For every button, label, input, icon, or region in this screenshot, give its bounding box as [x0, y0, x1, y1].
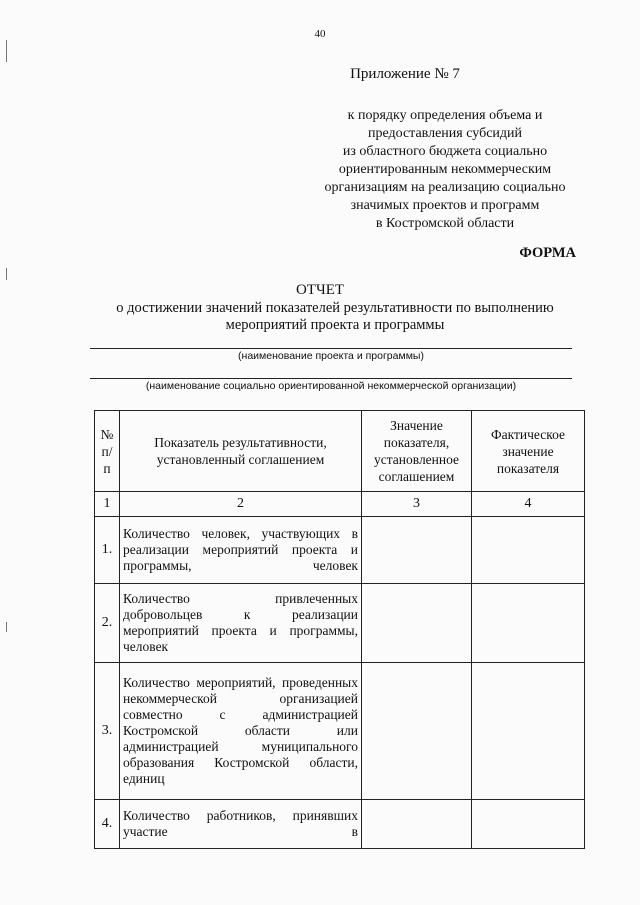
row-index: 3.: [95, 663, 120, 800]
row-agreed-value[interactable]: [362, 517, 472, 584]
row-agreed-value[interactable]: [362, 584, 472, 663]
org-name-line[interactable]: [90, 378, 572, 379]
form-label: ФОРМА: [519, 245, 576, 261]
column-number: 4: [472, 492, 585, 517]
header-indicator: Показатель результативности, установленный соглашением: [120, 411, 362, 492]
results-table: [94, 410, 585, 849]
table-row: [95, 584, 585, 663]
appendix-line: значимых проектов и программ: [350, 198, 540, 213]
header-actual-value: Фактическое значение показателя: [472, 411, 585, 492]
appendix-title: Приложение № 7: [350, 66, 460, 82]
page-number: 40: [314, 28, 326, 40]
appendix-line: из областного бюджета социально: [342, 144, 548, 159]
scan-edge-mark: [6, 40, 7, 62]
report-title: ОТЧЕТ: [295, 282, 345, 298]
appendix-line: организациям на реализацию социально: [324, 180, 566, 195]
row-actual-value[interactable]: [472, 663, 585, 800]
row-indicator: Количество привлеченных добровольцев к реализации мероприятий проекта и программы, человек: [120, 584, 362, 663]
row-actual-value[interactable]: [472, 800, 585, 849]
project-name-caption: (наименование проекта и программы): [238, 350, 424, 362]
row-indicator: Количество человек, участвующих в реализации мероприятий проекта и программы, человек: [120, 517, 362, 584]
scan-edge-mark: [6, 622, 7, 632]
appendix-text: [300, 107, 590, 233]
appendix-line: ориентированным некоммерческим: [338, 162, 552, 177]
row-indicator: Количество работников, принявших участие в: [120, 800, 362, 849]
header-agreed-value: Значение показателя, установленное соглашением: [362, 411, 472, 492]
table-row: [95, 663, 585, 800]
appendix-line: предоставления субсидий: [367, 126, 523, 141]
scan-edge-mark: [6, 268, 7, 280]
row-index: 4.: [95, 800, 120, 849]
row-index: 1.: [95, 517, 120, 584]
org-name-caption: (наименование социально ориентированной некоммерческой организации): [145, 380, 517, 392]
row-indicator: Количество мероприятий, проведенных некоммерческой организацией совместно с администрацией Костромской области или администрацией муниципального образования Костромской области, единиц: [120, 663, 362, 800]
appendix-line: к порядку определения объема и: [347, 108, 543, 123]
row-actual-value[interactable]: [472, 517, 585, 584]
row-agreed-value[interactable]: [362, 800, 472, 849]
report-subtitle-line: о достижении значений показателей результативности по выполнению: [116, 300, 554, 316]
table-row: [95, 517, 585, 584]
row-agreed-value[interactable]: [362, 663, 472, 800]
table-header-row: [95, 411, 585, 492]
column-number: 1: [95, 492, 120, 517]
report-subtitle-line: мероприятий проекта и программы: [225, 317, 445, 333]
appendix-line: в Костромской области: [375, 216, 515, 231]
row-index: 2.: [95, 584, 120, 663]
project-name-line[interactable]: [90, 348, 572, 349]
table-row: [95, 800, 585, 849]
column-numbers-row: [95, 492, 585, 517]
column-number: 2: [120, 492, 362, 517]
report-subtitle: [90, 300, 580, 334]
header-number: № п/п: [95, 411, 120, 492]
row-actual-value[interactable]: [472, 584, 585, 663]
column-number: 3: [362, 492, 472, 517]
